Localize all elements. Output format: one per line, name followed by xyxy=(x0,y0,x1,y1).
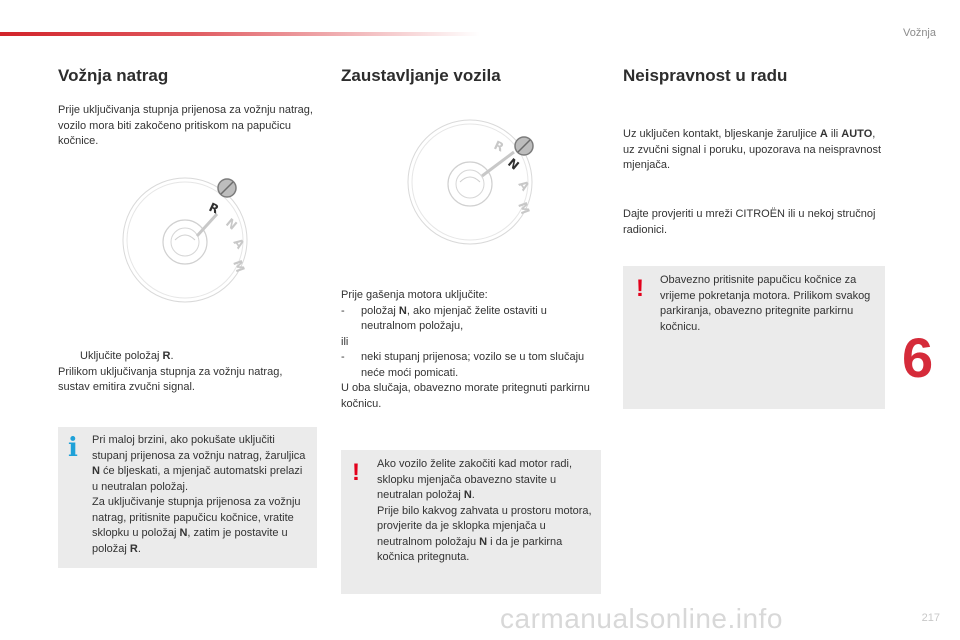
page-number: 217 xyxy=(921,612,940,624)
col1-step: Uključite položaj R. Prilikom uključivanja stupnja za vožnju natrag, sustav emitira zvučni signal. xyxy=(58,349,316,396)
watermark: carmanualsonline.info xyxy=(500,603,783,634)
gear-selector-r-illustration xyxy=(105,170,265,305)
gear-label-m: M xyxy=(230,258,248,275)
col3-p2: Dajte provjeriti u mreži CITROËN ili u nekoj stručnoj radionici. xyxy=(623,208,876,236)
warning-box-text: Ako vozilo želite zakočiti kad motor radi, sklopku mjenjača obavezno stavite u neutralan položaj N. Prije bilo kakvog zahvata u prostoru motora, provjerite da je sklopka mjenjača u neutralnom položaju N i da je parkirna kočnica pritegnuta. xyxy=(377,458,592,563)
gear-label-a: A xyxy=(230,235,248,252)
col2-body: Prije gašenja motora uključite: - položaj N, ako mjenjač želite ostaviti u neutralnom položaju, ili - neki stupanj prijenosa; vozilo se u tom slučaju neće moći pomicati. U oba slučaja, obavezno morate pritegnuti parkirnu kočnicu. xyxy=(341,289,590,410)
warning-box-text: Obavezno pritisnite papučicu kočnice za vrijeme pokretanja motora. Prilikom svakog parkiranja, obavezno pritegnite parkirnu kočnicu. xyxy=(660,274,871,333)
col3-p1: Uz uključen kontakt, bljeskanje žaruljice A ili AUTO, uz zvučni signal i poruku, upozorava na neispravnost mjenjača. xyxy=(623,128,882,171)
warning-box xyxy=(341,450,601,594)
section-title: Vožnja xyxy=(902,27,936,39)
gear-label-r: R xyxy=(491,138,507,155)
header-accent-bar xyxy=(0,32,480,36)
warning-icon: ! xyxy=(636,275,644,302)
col1-step-note: Prilikom uključivanja stupnja za vožnju natrag, sustav emitira zvučni signal. xyxy=(58,365,283,393)
info-box xyxy=(58,427,317,568)
warning-icon: ! xyxy=(352,459,360,486)
col1-title: Vožnja natrag xyxy=(58,66,169,85)
col3-title: Neispravnost u radu xyxy=(623,66,788,85)
gear-label-n: N xyxy=(505,155,522,173)
list-item: - položaj N, ako mjenjač želite ostaviti u neutralnom položaju, xyxy=(341,304,547,332)
gear-label-a: A xyxy=(515,177,533,194)
gear-label-r: R xyxy=(206,200,222,217)
col1-intro: Prije uključivanja stupnja prijenosa za vožnju natrag, vozilo mora biti zakočeno pritiskom na papučicu kočnice. xyxy=(58,104,313,147)
gear-label-n: N xyxy=(223,215,240,233)
warning-box xyxy=(623,266,885,409)
info-icon: i xyxy=(68,433,78,463)
info-box-text: Pri maloj brzini, ako pokušate uključiti stupanj prijenosa za vožnju natrag, žaruljica N će bljeskati, a mjenjač automatski prelazi u neutralan položaj. Za uključivanje stupnja prijenosa za vožnju natrag, pritisnite papučicu kočnice, vratite sklopku u položaj N, zatim je postavite u položaj R. xyxy=(92,434,306,555)
gear-label-m: M xyxy=(515,200,533,217)
chapter-number: 6 xyxy=(902,326,934,389)
gear-selector-n-illustration xyxy=(390,112,550,247)
col2-title: Zaustavljanje vozila xyxy=(341,66,501,85)
list-item: - neki stupanj prijenosa; vozilo se u tom slučaju neće moći pomicati. xyxy=(341,351,585,379)
